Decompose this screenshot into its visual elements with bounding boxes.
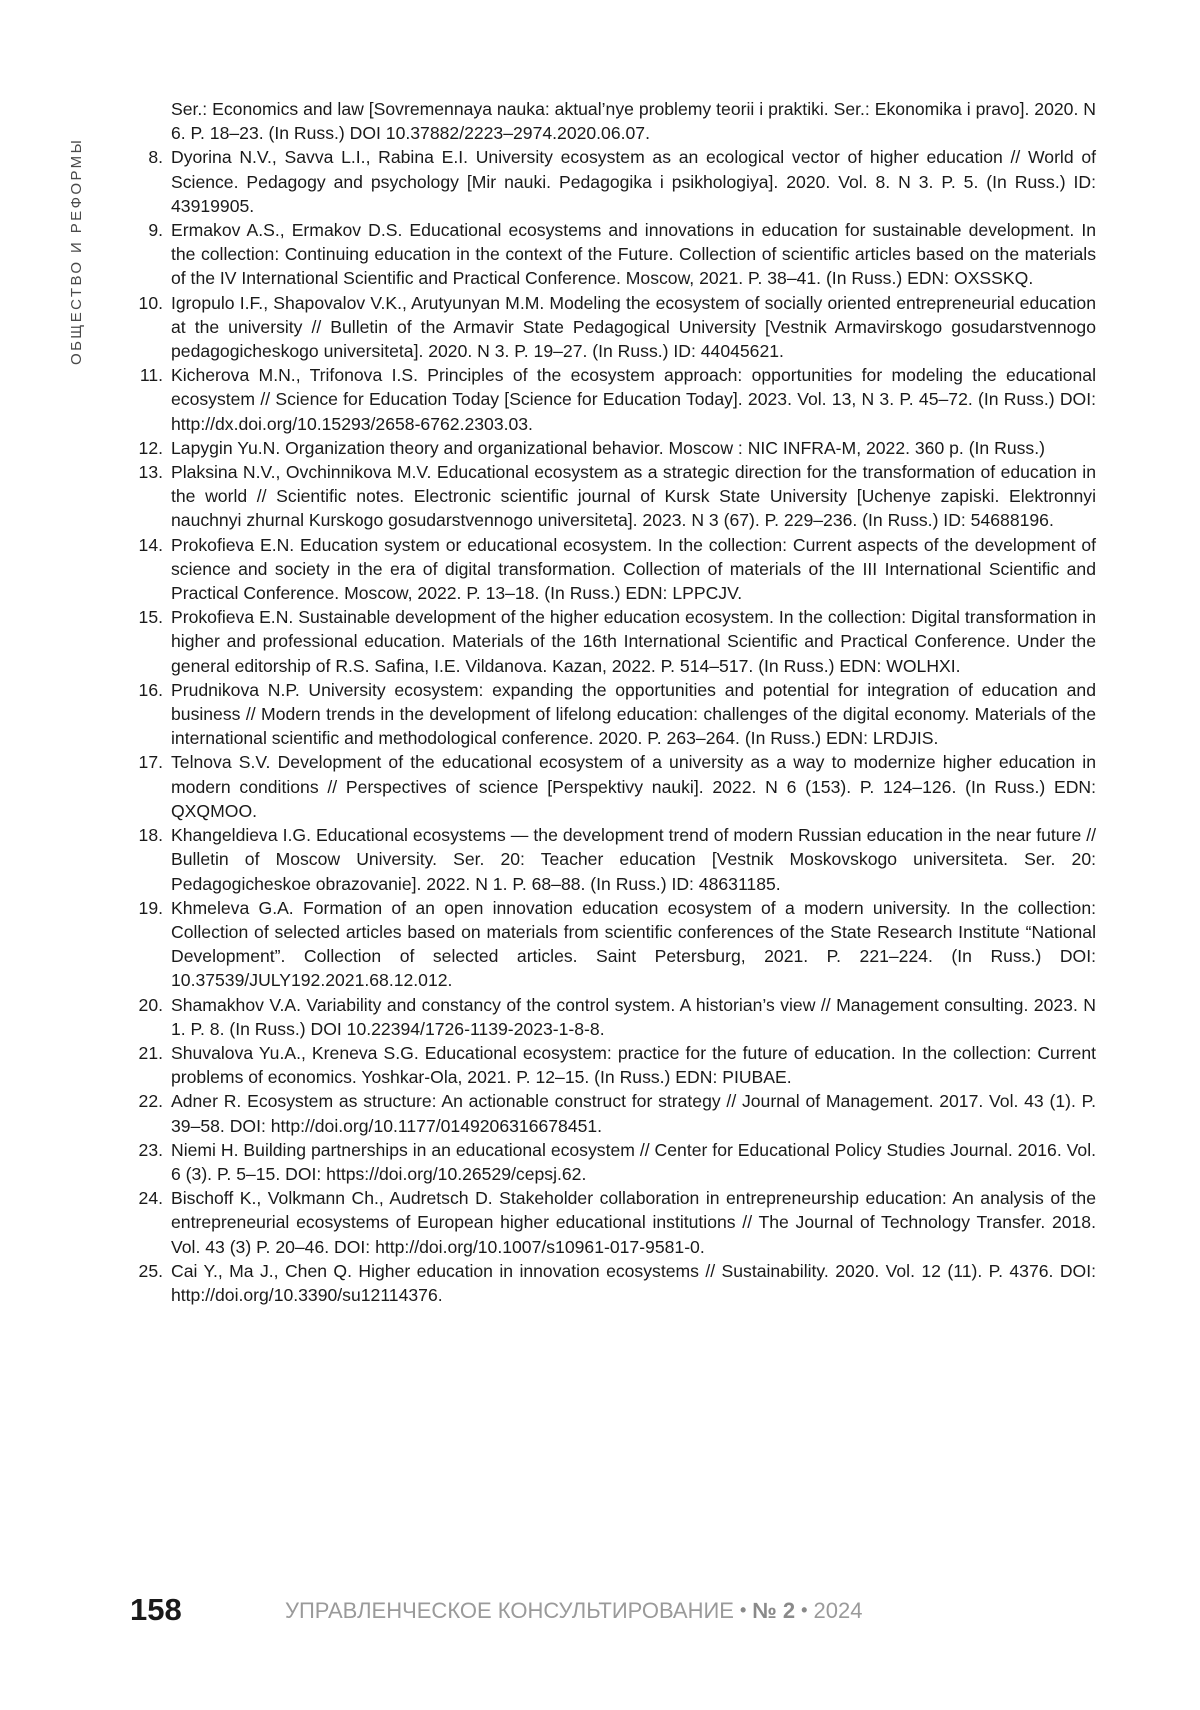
reference-number: 18. xyxy=(128,823,163,847)
separator-dot: • xyxy=(795,1600,813,1620)
reference-number: 21. xyxy=(128,1041,163,1065)
reference-number: 12. xyxy=(128,436,163,460)
reference-number: 25. xyxy=(128,1259,163,1283)
reference-text: Prudnikova N.P. University ecosystem: expanding the opportunities and potential for integration of education and business // Modern trends in the development of lifelong education: challenges of the digital economy. Materials of the international scientific and methodological conference. 2020. P. 263–264. (In Russ.) EDN: LRDJIS. xyxy=(171,680,1096,748)
reference-item xyxy=(128,460,1096,533)
issue-number: № 2 xyxy=(752,1598,795,1623)
reference-item xyxy=(128,605,1096,678)
reference-number: 16. xyxy=(128,678,163,702)
reference-text: Telnova S.V. Development of the educational ecosystem of a university as a way to modernize higher education in modern conditions // Perspectives of science [Perspektivy nauki]. 2022. N 6 (153). P. 124–126. (In Russ.) EDN: QXQMOO. xyxy=(171,752,1096,820)
reference-item xyxy=(128,218,1096,291)
reference-item xyxy=(128,145,1096,218)
reference-item xyxy=(128,1041,1096,1089)
reference-text: Igropulo I.F., Shapovalov V.K., Arutyunyan M.M. Modeling the ecosystem of socially oriented entrepreneurial education at the university // Bulletin of the Armavir State Pedagogical University [Vestnik Armavirskogo gosudarstvennogo pedagogicheskogo universiteta]. 2020. N 3. P. 19–27. (In Russ.) ID: 44045621. xyxy=(171,293,1096,361)
reference-text: Khangeldieva I.G. Educational ecosystems — the development trend of modern Russian education in the near future // Bulletin of Moscow University. Ser. 20: Teacher education [Vestnik Moskovskogo universiteta. Ser. 20: Pedagogicheskoe obrazovanie]. 2022. N 1. P. 68–88. (In Russ.) ID: 48631185. xyxy=(171,825,1096,893)
reference-number: 24. xyxy=(128,1186,163,1210)
reference-item xyxy=(128,1186,1096,1259)
reference-number: 9. xyxy=(128,218,163,242)
reference-item xyxy=(128,1138,1096,1186)
reference-number: 8. xyxy=(128,145,163,169)
reference-number: 23. xyxy=(128,1138,163,1162)
reference-list xyxy=(128,97,1096,1307)
reference-text: Dyorina N.V., Savva L.I., Rabina E.I. University ecosystem as an ecological vector of higher education // World of Science. Pedagogy and psychology [Mir nauki. Pedagogika i psikhologiya]. 2020. Vol. 8. N 3. P. 5. (In Russ.) ID: 43919905. xyxy=(171,147,1096,215)
issue-year: 2024 xyxy=(813,1598,862,1623)
reference-number: 19. xyxy=(128,896,163,920)
journal-name: УПРАВЛЕНЧЕСКОЕ КОНСУЛЬТИРОВАНИЕ xyxy=(285,1598,734,1623)
reference-item xyxy=(128,678,1096,751)
reference-number: 10. xyxy=(128,291,163,315)
reference-item xyxy=(128,750,1096,823)
journal-title xyxy=(285,1598,862,1624)
reference-text: Ermakov A.S., Ermakov D.S. Educational ecosystems and innovations in education for sustainable development. In the collection: Continuing education in the context of the Future. Collection of scientific articles based on the materials of the IV International Scientific and Practical Conference. Moscow, 2021. P. 38–41. (In Russ.) EDN: OXSSKQ. xyxy=(171,220,1096,288)
reference-item xyxy=(128,993,1096,1041)
page-footer xyxy=(130,1592,1200,1642)
reference-item xyxy=(128,291,1096,364)
separator-dot: • xyxy=(734,1600,752,1620)
reference-item xyxy=(128,1089,1096,1137)
reference-item xyxy=(128,533,1096,606)
reference-number: 22. xyxy=(128,1089,163,1113)
reference-number: 15. xyxy=(128,605,163,629)
reference-text: Shuvalova Yu.A., Kreneva S.G. Educational ecosystem: practice for the future of education. In the collection: Current problems of economics. Yoshkar-Ola, 2021. P. 12–15. (In Russ.) EDN: PIUBAE. xyxy=(171,1043,1096,1087)
reference-number: 11. xyxy=(128,363,163,387)
reference-text: Shamakhov V.A. Variability and constancy of the control system. A historian’s view // Management consulting. 2023. N 1. P. 8. (In Russ.) DOI 10.22394/1726-1139-2023-1-8-8. xyxy=(171,995,1096,1039)
reference-text: Ser.: Economics and law [Sovremennaya nauka: aktual’nye problemy teorii i praktiki. Ser.: Ekonomika i pravo]. 2020. N 6. P. 18–23. (In Russ.) DOI 10.37882/2223–2974.2020.06.07. xyxy=(171,99,1096,143)
reference-text: Khmeleva G.A. Formation of an open innovation education ecosystem of a modern university. In the collection: Collection of selected articles based on materials from scientific conferences of the State Research Institute “National Development”. Collection of selected articles. Saint Petersburg, 2021. P. 221–224. (In Russ.) DOI: 10.37539/JULY192.2021.68.12.012. xyxy=(171,898,1096,991)
page-number: 158 xyxy=(130,1592,182,1628)
reference-number: 17. xyxy=(128,750,163,774)
reference-number: 13. xyxy=(128,460,163,484)
section-label: ОБЩЕСТВО И РЕФОРМЫ xyxy=(68,105,85,365)
reference-item xyxy=(128,363,1096,436)
reference-text: Cai Y., Ma J., Chen Q. Higher education in innovation ecosystems // Sustainability. 2020. Vol. 12 (11). P. 4376. DOI: http://doi.org/10.3390/su12114376. xyxy=(171,1261,1096,1305)
reference-text: Bischoff K., Volkmann Ch., Audretsch D. Stakeholder collaboration in entrepreneurship education: An analysis of the entrepreneurial ecosystems of European higher educational institutions // The Journal of Technology Transfer. 2018. Vol. 43 (3) P. 20–46. DOI: http://doi.org/10.1007/s10961-017-9581-0. xyxy=(171,1188,1096,1256)
reference-item xyxy=(128,97,1096,145)
reference-text: Kicherova M.N., Trifonova I.S. Principles of the ecosystem approach: opportunities for modeling the educational ecosystem // Science for Education Today [Science for Education Today]. 2023. Vol. 13, N 3. P. 45–72. (In Russ.) DOI: http://dx.doi.org/10.15293/2658-6762.2303.03. xyxy=(171,365,1096,433)
reference-text: Prokofieva E.N. Education system or educational ecosystem. In the collection: Current aspects of the development of science and society in the era of digital transformation. Collection of materials of the III International Scientific and Practical Conference. Moscow, 2022. P. 13–18. (In Russ.) EDN: LPPCJV. xyxy=(171,535,1096,603)
reference-text: Niemi H. Building partnerships in an educational ecosystem // Center for Educational Policy Studies Journal. 2016. Vol. 6 (3). P. 5–15. DOI: https://doi.org/10.26529/cepsj.62. xyxy=(171,1140,1096,1184)
reference-item xyxy=(128,896,1096,993)
reference-number: 14. xyxy=(128,533,163,557)
reference-item xyxy=(128,823,1096,896)
reference-text: Adner R. Ecosystem as structure: An actionable construct for strategy // Journal of Management. 2017. Vol. 43 (1). P. 39–58. DOI: http://doi.org/10.1177/0149206316678451. xyxy=(171,1091,1096,1135)
reference-text: Lapygin Yu.N. Organization theory and organizational behavior. Moscow : NIC INFRA-M, 2022. 360 p. (In Russ.) xyxy=(171,438,1045,458)
reference-text: Prokofieva E.N. Sustainable development of the higher education ecosystem. In the collection: Digital transformation in higher and professional education. Materials of the 16th International Scientific and Practical Conference. Under the general editorship of R.S. Safina, I.E. Vildanova. Kazan, 2022. P. 514–517. (In Russ.) EDN: WOLHXI. xyxy=(171,607,1096,675)
reference-item xyxy=(128,436,1096,460)
reference-number: 20. xyxy=(128,993,163,1017)
reference-text: Plaksina N.V., Ovchinnikova M.V. Educational ecosystem as a strategic direction for the transformation of education in the world // Scientific notes. Electronic scientific journal of Kursk State University [Uchenye zapiski. Elektronnyi nauchnyi zhurnal Kurskogo gosudarstvennogo universiteta]. 2023. N 3 (67). P. 229–236. (In Russ.) ID: 54688196. xyxy=(171,462,1096,530)
reference-item xyxy=(128,1259,1096,1307)
